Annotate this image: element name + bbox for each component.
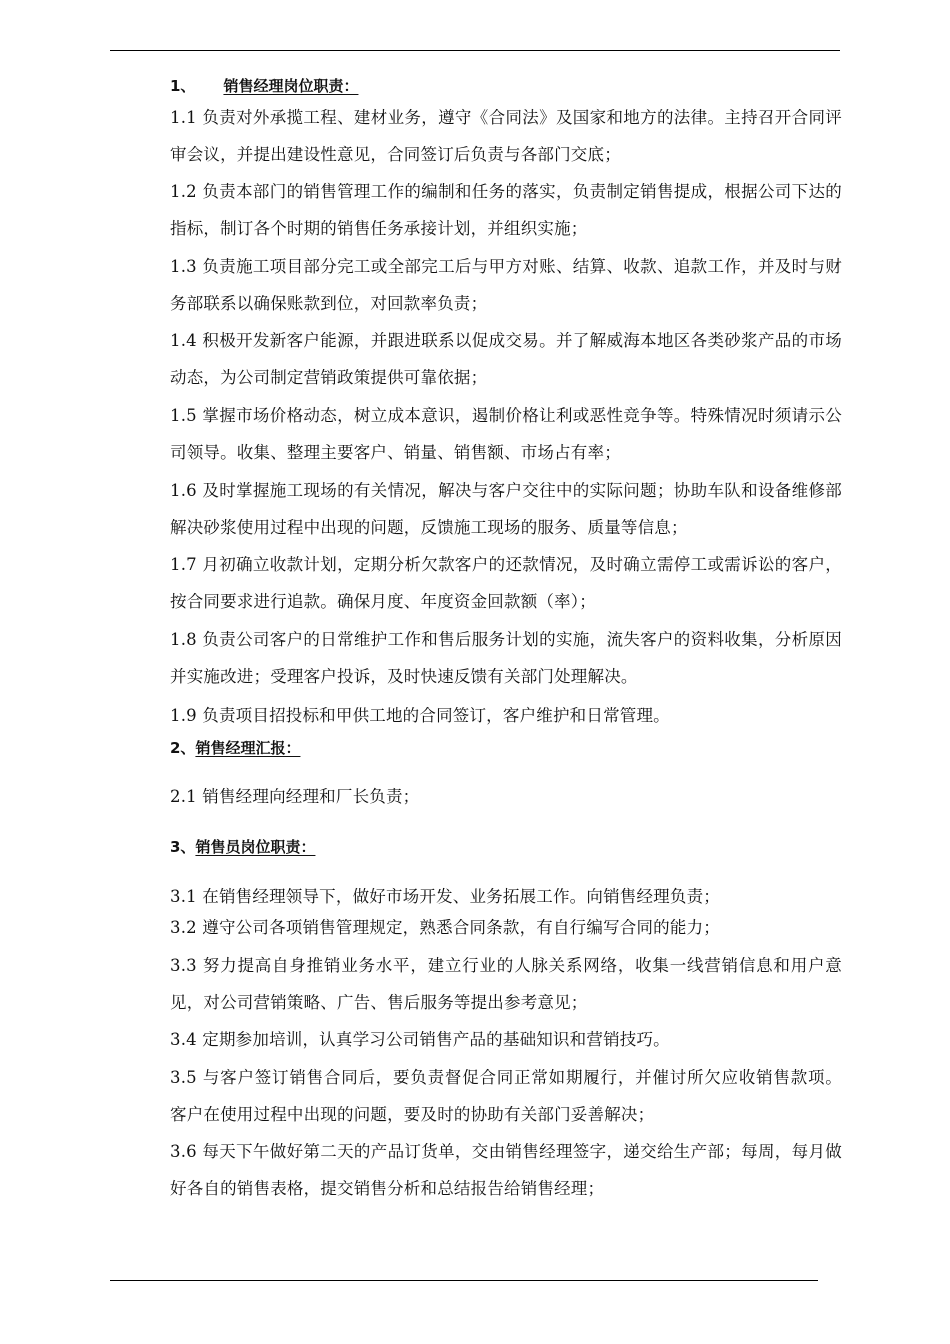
item-1-1: 1.1 负责对外承揽工程、建材业务，遵守《合同法》及国家和地方的法律。主持召开合同评审会议，并提出建设性意见，合同签订后负责与各部门交底； [170, 108, 842, 164]
item-1-8: 1.8 负责公司客户的日常维护工作和售后服务计划的实施，流失客户的资料收集，分析原因并实施改进；受理客户投诉，及时快速反馈有关部门处理解决。 [170, 630, 842, 686]
item-1-3: 1.3 负责施工项目部分完工或全部完工后与甲方对账、结算、收款、追款工作，并及时与财务部联系以确保账款到位，对回款率负责； [170, 257, 842, 313]
item-1-4: 1.4 积极开发新客户能源，并跟进联系以促成交易。并了解威海本地区各类砂浆产品的市场动态，为公司制定营销政策提供可靠依据； [170, 331, 842, 387]
footer-rule [110, 1280, 818, 1281]
item-3-5: 3.5 与客户签订销售合同后，要负责督促合同正常如期履行，并催讨所欠应收销售款项。 客户在使用过程中出现的问题，要及时的协助有关部门妥善解决； [170, 1068, 842, 1124]
section-2-title: 销售经理汇报： [195, 739, 301, 757]
item-1-9: 1.9 负责项目招投标和甲供工地的合同签订，客户维护和日常管理。 [170, 706, 670, 725]
item-1-5: 1.5 掌握市场价格动态，树立成本意识，遏制价格让利或恶性竞争等。特殊情况时须请示公司领导。收集、整理主要客户、销量、销售额、市场占有率； [170, 406, 842, 462]
section-1-number: 1、 [170, 77, 196, 95]
item-3-1: 3.1 在销售经理领导下，做好市场开发、业务拓展工作。向销售经理负责； [170, 887, 720, 906]
item-3-2: 3.2 遵守公司各项销售管理规定，熟悉合同条款，有自行编写合同的能力； [170, 918, 720, 937]
item-3-6: 3.6 每天下午做好第二天的产品订货单，交由销售经理签字，递交给生产部；每周，每月做好各自的销售表格，提交销售分析和总结报告给销售经理； [170, 1142, 842, 1198]
item-3-4: 3.4 定期参加培训，认真学习公司销售产品的基础知识和营销技巧。 [170, 1030, 670, 1049]
section-1-heading [170, 76, 358, 96]
section-2-heading [170, 738, 300, 758]
section-3-title: 销售员岗位职责： [195, 838, 316, 856]
header-rule [110, 50, 840, 51]
section-3-heading [170, 837, 315, 857]
section-2-number: 2、 [170, 739, 196, 757]
item-2-1: 2.1 销售经理向经理和厂长负责； [170, 787, 420, 806]
section-3-number: 3、 [170, 838, 196, 856]
item-1-6: 1.6 及时掌握施工现场的有关情况，解决与客户交往中的实际问题；协助车队和设备维修部解决砂浆使用过程中出现的问题，反馈施工现场的服务、质量等信息； [170, 481, 842, 537]
item-3-3: 3.3 努力提高自身推销业务水平，建立行业的人脉关系网络，收集一线营销信息和用户意见，对公司营销策略、广告、售后服务等提出参考意见； [170, 956, 842, 1012]
item-1-7: 1.7 月初确立收款计划，定期分析欠款客户的还款情况，及时确立需停工或需诉讼的客户，按合同要求进行追款。确保月度、年度资金回款额（率）； [170, 555, 842, 611]
item-1-2: 1.2 负责本部门的销售管理工作的编制和任务的落实，负责制定销售提成，根据公司下达的指标，制订各个时期的销售任务承接计划，并组织实施； [170, 182, 842, 238]
section-1-title: 销售经理岗位职责： [223, 77, 359, 95]
